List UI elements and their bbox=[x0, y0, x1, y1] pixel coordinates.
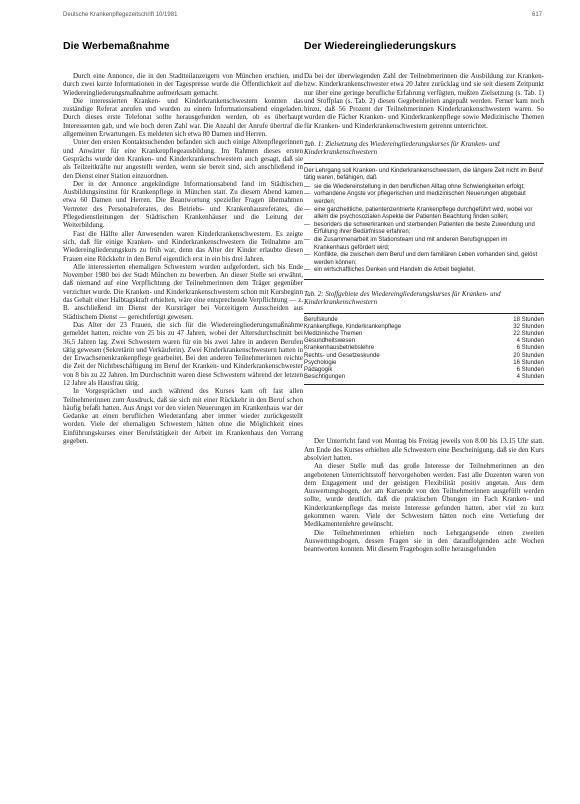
right-body bbox=[304, 437, 544, 553]
paragraph: Unter den ersten Kontaktsuchenden befanden sich auch einige Altenpflegerinnen und Anwärter für eine Krankenpflegeausbildung. Im Rahmen dieses ersten Gesprächs wurde den Kranken- und Kinderkrankenschwestern auch gesagt, daß sie als Teilzeitkräfte nur angestellt werden, wenn sie bereit sind, sich anschließend in den Dienst einer Station einzuordnen. bbox=[63, 138, 303, 180]
right-intro bbox=[304, 72, 544, 130]
table-row bbox=[304, 353, 544, 360]
table-row bbox=[304, 324, 544, 331]
table-row bbox=[304, 367, 544, 374]
paragraph: Die Teilnehmerinnen erhielten noch Lehrgangsende einen zweiten Auswertungsbogen, dessen Fragen sie in den darauffolgenden acht Wochen beantworten konnten. Mit diesem Fragebogen sollte herausgefunden bbox=[304, 528, 544, 554]
section-title-werbemassnahme: Die Werbemaßnahme bbox=[63, 40, 170, 52]
paragraph: Fast die Hälfte aller Anwesenden waren Kinderkrankenschwestern. Es zeigte sich, daß für einige Kranken- und Kinderkrankenschwestern die Teilnahme am Wiedereingliederungskurs zu früh war, denn das Alter der Kinder erlaubte diesen Frauen eine Rückkehr in den Beruf eigentlich erst in ein bis drei Jahren. bbox=[63, 229, 303, 263]
list-item: — vorhandene Angste vor pflegerischen und medizinischen Neuerungen abgebaut werden; bbox=[304, 191, 544, 206]
table2-caption: Tab. 2: Stoffgebiete des Wiedereingliederungskurses für Kranken- und Kinderkrankenschwestern bbox=[304, 289, 501, 307]
table-row bbox=[304, 345, 544, 352]
hours-cell: 6 Stunden bbox=[516, 367, 544, 373]
table-row bbox=[304, 331, 544, 338]
subject-cell: Gesundheitswesen bbox=[304, 338, 356, 345]
subject-cell: Krankenhausbetriebslehre bbox=[304, 345, 375, 352]
hours-cell: 16 Stunden bbox=[513, 359, 544, 366]
hours-cell: 4 Stunden bbox=[516, 374, 544, 381]
list-item: — die Zusammenarbeit im Stationsteam und mit anderen Berufsgruppen im Krankenhaus gefördert wird; bbox=[304, 237, 544, 252]
left-body bbox=[63, 72, 303, 445]
list-item: — sie die Wiedereinstellung in den beruflichen Alltag ohne Schwierigkeiten erfolgt; bbox=[304, 184, 544, 192]
subject-cell: Pädagogik bbox=[304, 367, 333, 373]
paragraph: Der Unterricht fand von Montag bis Freitag jeweils von 8.00 bis 13.15 Uhr statt. Am Ende des Kurses erhielten alle Schwestern eine Bescheinigung, daß sie den Kurs absolviert hatten. bbox=[304, 437, 544, 462]
table1-intro: Der Lehrgang soll Kranken- und Kinderkrankenschwestern, die längere Zeit nicht im Beruf tätig waren, befähigen, daß bbox=[304, 167, 543, 182]
list-item: — Konflikte, die zwischen dem Beruf und dem familiären Leben vorhanden sind, gelöst werden können; bbox=[304, 252, 544, 267]
section-title-wiedereingliederungskurs: Der Wiedereingliederungskurs bbox=[304, 40, 457, 52]
hours-cell: 18 Stunden bbox=[513, 316, 544, 323]
list-item: — besonders die schwerkranken und sterbenden Patienten die beste Zuwendung und Erfüllung ihrer Bedürfnisse erfahren; bbox=[304, 222, 544, 237]
subject-cell: Krankenpflege, Kinderkrankenpflege bbox=[304, 323, 402, 330]
list-item: — eine ganzheitliche, patientenzentrierte Krankenpflege durchgeführt wird, wobei vor allem die psychosozialen Aspekte der Patienten Beachtung finden sollen; bbox=[304, 207, 544, 222]
spacer bbox=[304, 385, 544, 437]
hours-cell: 4 Stunden bbox=[516, 338, 544, 345]
hours-cell: 22 Stunden bbox=[513, 330, 544, 337]
hours-cell: 20 Stunden bbox=[513, 352, 544, 359]
left-column bbox=[63, 40, 303, 445]
journal-name: Deutsche Krankenpflegezeitschrift 10/1981 bbox=[63, 12, 178, 18]
paragraph: Alle interessierten ehemaligen Schwestern wurden aufgefordert, sich bis Ende November 1980 bei der Stadt München zu bewerben. An dieser Stelle sei erwähnt, daß niemand auf eine Verpflichtung der Teilnehmerinnen dem Träger gegenüber verzichtet wurde. Die Kranken- und Kinderkrankenschwestern schon mit Kursbeginn das Gehalt einer Halbtagskraft erhielten, wäre eine entsprechende Verpflichtung — z. B. anschließend im Dienst der Kursträger bei Vorzeitigem Ausscheiden aus Städtischem Dienst — gerechtfertigt gewesen. bbox=[63, 262, 303, 321]
subject-cell: Medizinische Themen bbox=[304, 330, 363, 337]
subject-cell: Psychologie bbox=[304, 359, 337, 366]
paragraph: An dieser Stelle muß das große Interesse der Teilnehmerinnen an den angebotenen Unterrichtsstoff hervorgehoben werden. Fast alle Dozenten waren von dem Engagement und der geistigen Flexibilität positiv angetan. Aus dem Auswertungsbogen, der am Kursende von den Teilnehmerinnen ausgefüllt werden sollte, wurde deutlich, daß die praktischen Übungen im Fach Kranken- und Kinderkrankenpflege das meiste Interesse gefunden hatten, aber viel zu kurz gekommen waren. Viele der Schwestern hätten noch eine Vertiefung der Medikamentenlehre gewünscht. bbox=[304, 462, 544, 529]
list-item: — ein wirtschaftliches Denken und Handeln die Arbeit begleitet. bbox=[304, 267, 544, 275]
subject-cell: Rechts- und Gesetzeskunde bbox=[304, 352, 380, 359]
paragraph: Durch eine Annonce, die in den Stadtteilanzeigern von München erschien, und durch zwei kurze Informationen in der Tagespresse wurde die Öffentlichkeit auf die Wiedereingliederungsmaßnahme aufmerksam gemacht. bbox=[63, 72, 303, 97]
paragraph: Der in der Annonce angekündigte Informationsabend fand im Städtischen Ausbildungsinstitut für Krankenpflege in München statt. Zu diesem Abend kamen etwa 60 Damen und Herren. Die Beantwortung spezieller Fragen übernahmen Vertreter des Personalreferates, des Betriebs- und Krankenhausreferates, die Pflegedienstleitungen der Städtischen Krankenhäuser und die Leitung der Weiterbildung. bbox=[63, 179, 303, 230]
hours-cell: 6 Stunden bbox=[516, 345, 544, 352]
paragraph: Da bei der überwiegenden Zahl der Teilnehmerinnen die Ausbildung zur Kranken- bzw. Kinderkrankenschwester etwa 20 Jahre zurücklag und sie seit diesem Zeitpunkt nur über eine geringe berufliche Erfahrung verfügten, mußten Zielsetzung (s. Tab. 1) und Stoffplan (s. Tab. 2) diesen Gegebenheiten angepaßt werden. Ferner kam noch hinzu, daß 56 Prozent der Teilnehmerinnen Kinderkrankenschwestern waren. So wurden die Fächer Kranken- und Kinderkrankenpflege sowie Medizinische Themen für Kranken- und Kinderkrankenschwestern getrennt unterrichtet. bbox=[304, 72, 544, 130]
right-column bbox=[304, 40, 544, 554]
table1-goals bbox=[304, 163, 544, 280]
table-row bbox=[304, 338, 544, 345]
table-row bbox=[304, 360, 544, 367]
table-row bbox=[304, 374, 544, 385]
paragraph: In Vorgesprächen und auch während des Kurses kam oft fast allen Teilnehmerinnen zum Ausdruck, daß sie sich mit einer Rückkehr in den Beruf schon häufig befaßt hatten. Aus Angst vor den vielen Neuerungen im Krankenhaus war der Gedanke an einen beruflichen Wiederanfang aber immer wieder zurückgestellt worden. Viele der ehemaligen Schwestern hätten ohne die Möglichkeit eines Einführungskurses einer Berufstätigkeit der Arbeit im Krankenhaus den Vorrang gegeben. bbox=[63, 387, 303, 446]
table1-caption: Tab. 1: Zielsetzung des Wiedereingliederungskurses für Kranken- und Kinderkrankenschwestern bbox=[304, 140, 500, 157]
subject-cell: Berufskunde bbox=[304, 316, 338, 323]
paragraph: Das Alter der 23 Frauen, die sich für die Wiedereingliederungsmaßnahme gemeldet hatten, reichte von 25 bis zu 47 Jahren, wobei der Altersdurchschnitt bei 36,5 Jahren lag. Zwei Schwestern waren für ein bis zwei Jahre in anderen Berufen tätig gewesen (Sekretärin und Verkäuferin). Zwei Kinderkrankenschwestern hatten in der Erwachsenenkrankenpflege gearbeitet. Bei den anderen Teilnehmerinnen reichte die Zeit der Nichtbeschäftigung im Beruf der Kranken- und Kinderkrankenschwester von 8 bis zu 22 Jahren. Im Durchschnitt waren diese Schwestern während der letzten 12 Jahre als Hausfrau tätig. bbox=[63, 320, 303, 387]
table-row bbox=[304, 313, 544, 324]
table2-subjects bbox=[304, 313, 544, 386]
page-number: 617 bbox=[531, 12, 542, 18]
running-head bbox=[63, 12, 542, 18]
paragraph: Die interessierten Kranken- und Kinderkrankenschwestern konnten das zuständige Referat anrufen und wurden zu einem Informationsabend eingeladen. Durch dieses erste Telefonat sollte herausgefunden werden, ob es überhaupt Interessenten gab, und wie hoch deren Zahl war. Die Anzahl der Anrufe übertraf die allgemeinen Erwartungen. Es meldeten sich etwa 80 Damen und Herren. bbox=[63, 96, 303, 139]
hours-cell: 32 Stunden bbox=[513, 323, 544, 330]
goals-list bbox=[304, 184, 544, 275]
subject-cell: Besichtigungen bbox=[304, 374, 346, 381]
